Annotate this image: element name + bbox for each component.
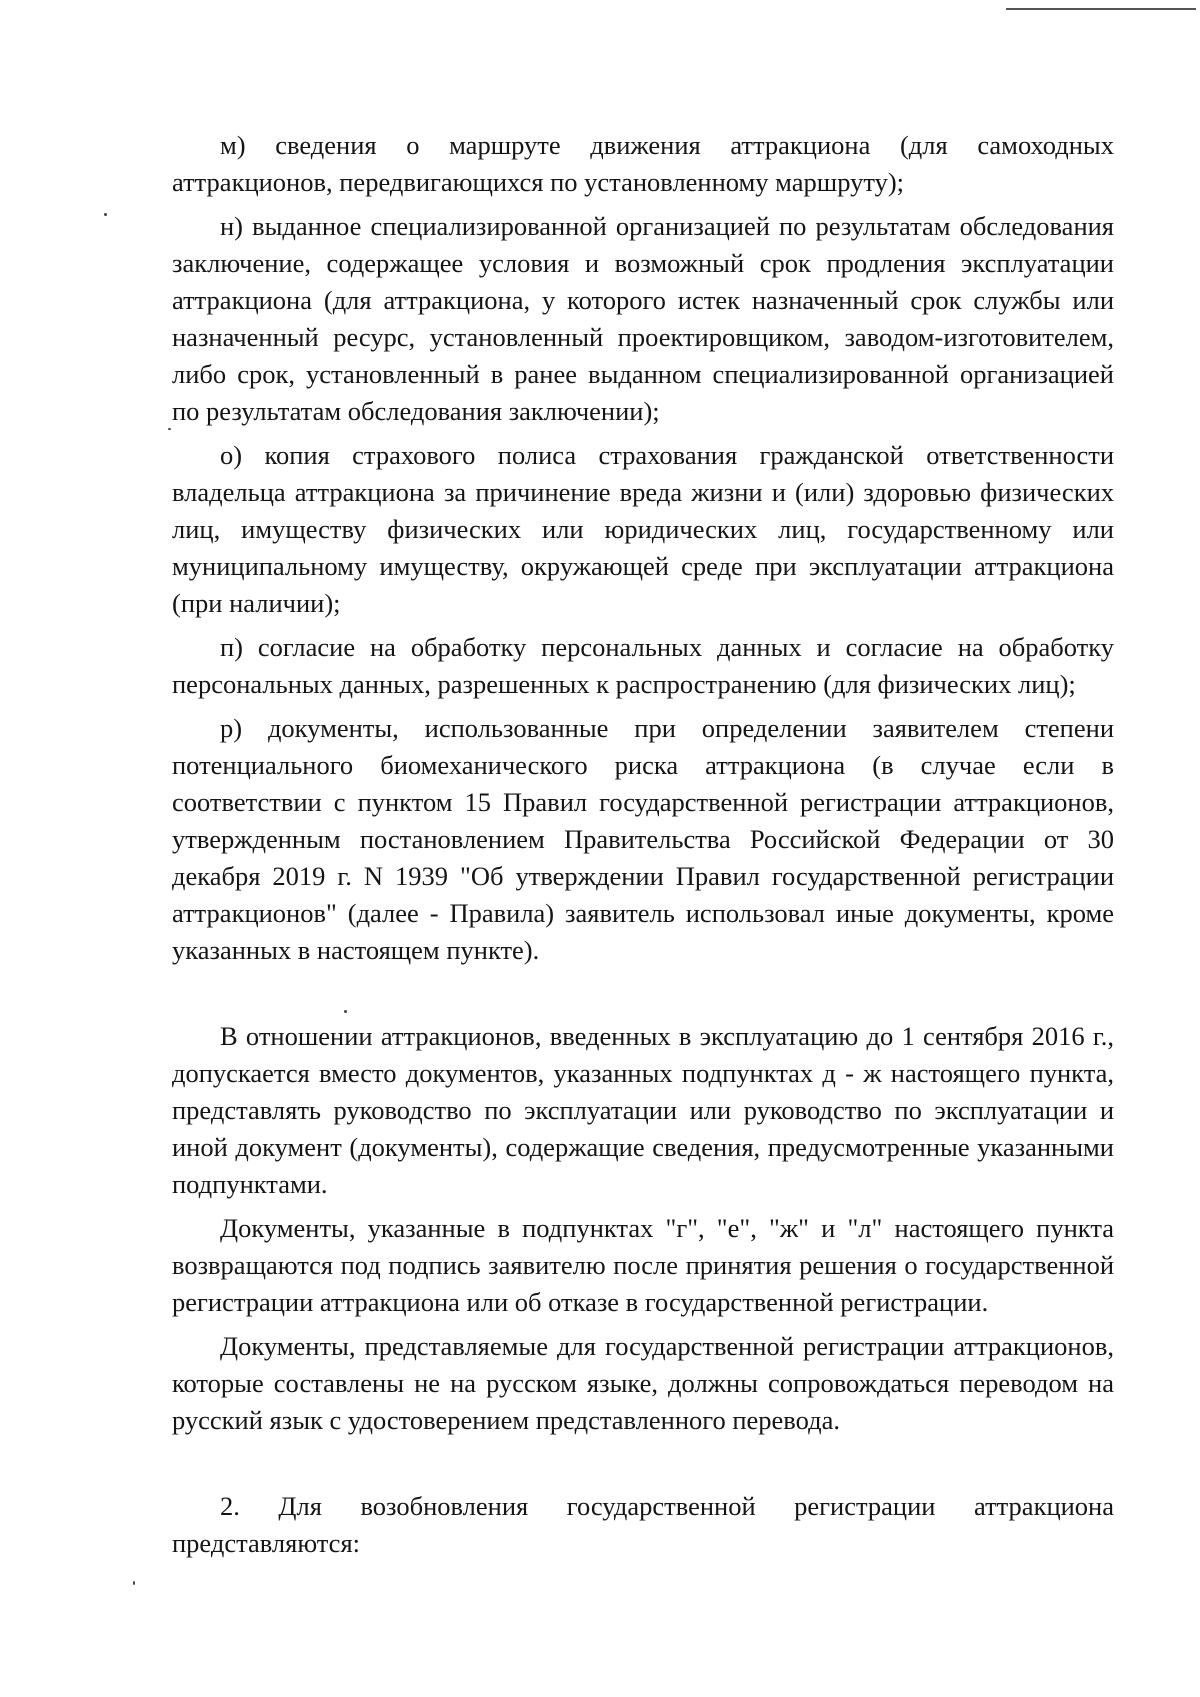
paragraph-item-n: н) выданное специализированной организацией по результатам обследования заключение, содержащее условия и возможный срок продления эксплуатации аттракциона (для аттракциона, у которого истек назначенный срок службы или назначенный ресурс, установленный проектировщиком, заводом-изготовителем, либо срок, установленный в ранее выданном специализированной организацией по результатам обследования заключении); — [172, 211, 1114, 426]
scan-speck — [168, 428, 171, 430]
paragraph-item-m: м) сведения о маршруте движения аттракциона (для самоходных аттракционов, передвигающихся по установленному маршруту); — [172, 130, 1114, 197]
paragraph-legacy-attractions: В отношении аттракционов, введенных в эксплуатацию до 1 сентября 2016 г., допускается вместо документов, указанных подпунктах д - ж настоящего пункта, представлять руководство по эксплуатации или руководство по эксплуатации и иной документ (документы), содержащие сведения, предусмотренные указанными подпунктами. — [172, 1021, 1114, 1199]
paragraph-returned-documents: Документы, указанные в подпунктах "г", "е", "ж" и "л" настоящего пункта возвращаются под подпись заявителю после принятия решения о государственной регистрации аттракциона или об отказе в государственной регистрации. — [172, 1213, 1114, 1317]
paragraph-item-r: р) документы, использованные при определении заявителем степени потенциального биомеханического риска аттракциона (в случае если в соответствии с пунктом 15 Правил государственной регистрации аттракционов, утвержденным постановлением Правительства Российской Федерации от 30 декабря 2019 г. N 1939 "Об утверждении Правил государственной регистрации аттракционов" (далее - Правила) заявитель использовал иные документы, кроме указанных в настоящем пункте). — [172, 713, 1114, 965]
paragraph-translation-requirement: Документы, представляемые для государственной регистрации аттракционов, которые составлены не на русском языке, должны сопровождаться переводом на русский язык с удостоверением представленного перевода. — [172, 1331, 1114, 1435]
paragraph-section-2-renewal: 2. Для возобновления государственной регистрации аттракциона представляются: — [172, 1491, 1114, 1558]
scan-speck — [104, 213, 107, 216]
paragraph-item-o: о) копия страхового полиса страхования гражданской ответственности владельца аттракциона за причинение вреда жизни и (или) здоровью физических лиц, имуществу физических или юридических лиц, государственному или муниципальному имуществу, окружающей среде при эксплуатации аттракциона (при наличии); — [172, 440, 1114, 618]
document-page — [172, 127, 1114, 1562]
paragraph-item-p: п) согласие на обработку персональных данных и согласие на обработку персональных данных, разрешенных к распространению (для физических лиц); — [172, 632, 1114, 699]
scan-speck — [133, 1581, 135, 1585]
top-edge-rule — [1006, 8, 1196, 10]
